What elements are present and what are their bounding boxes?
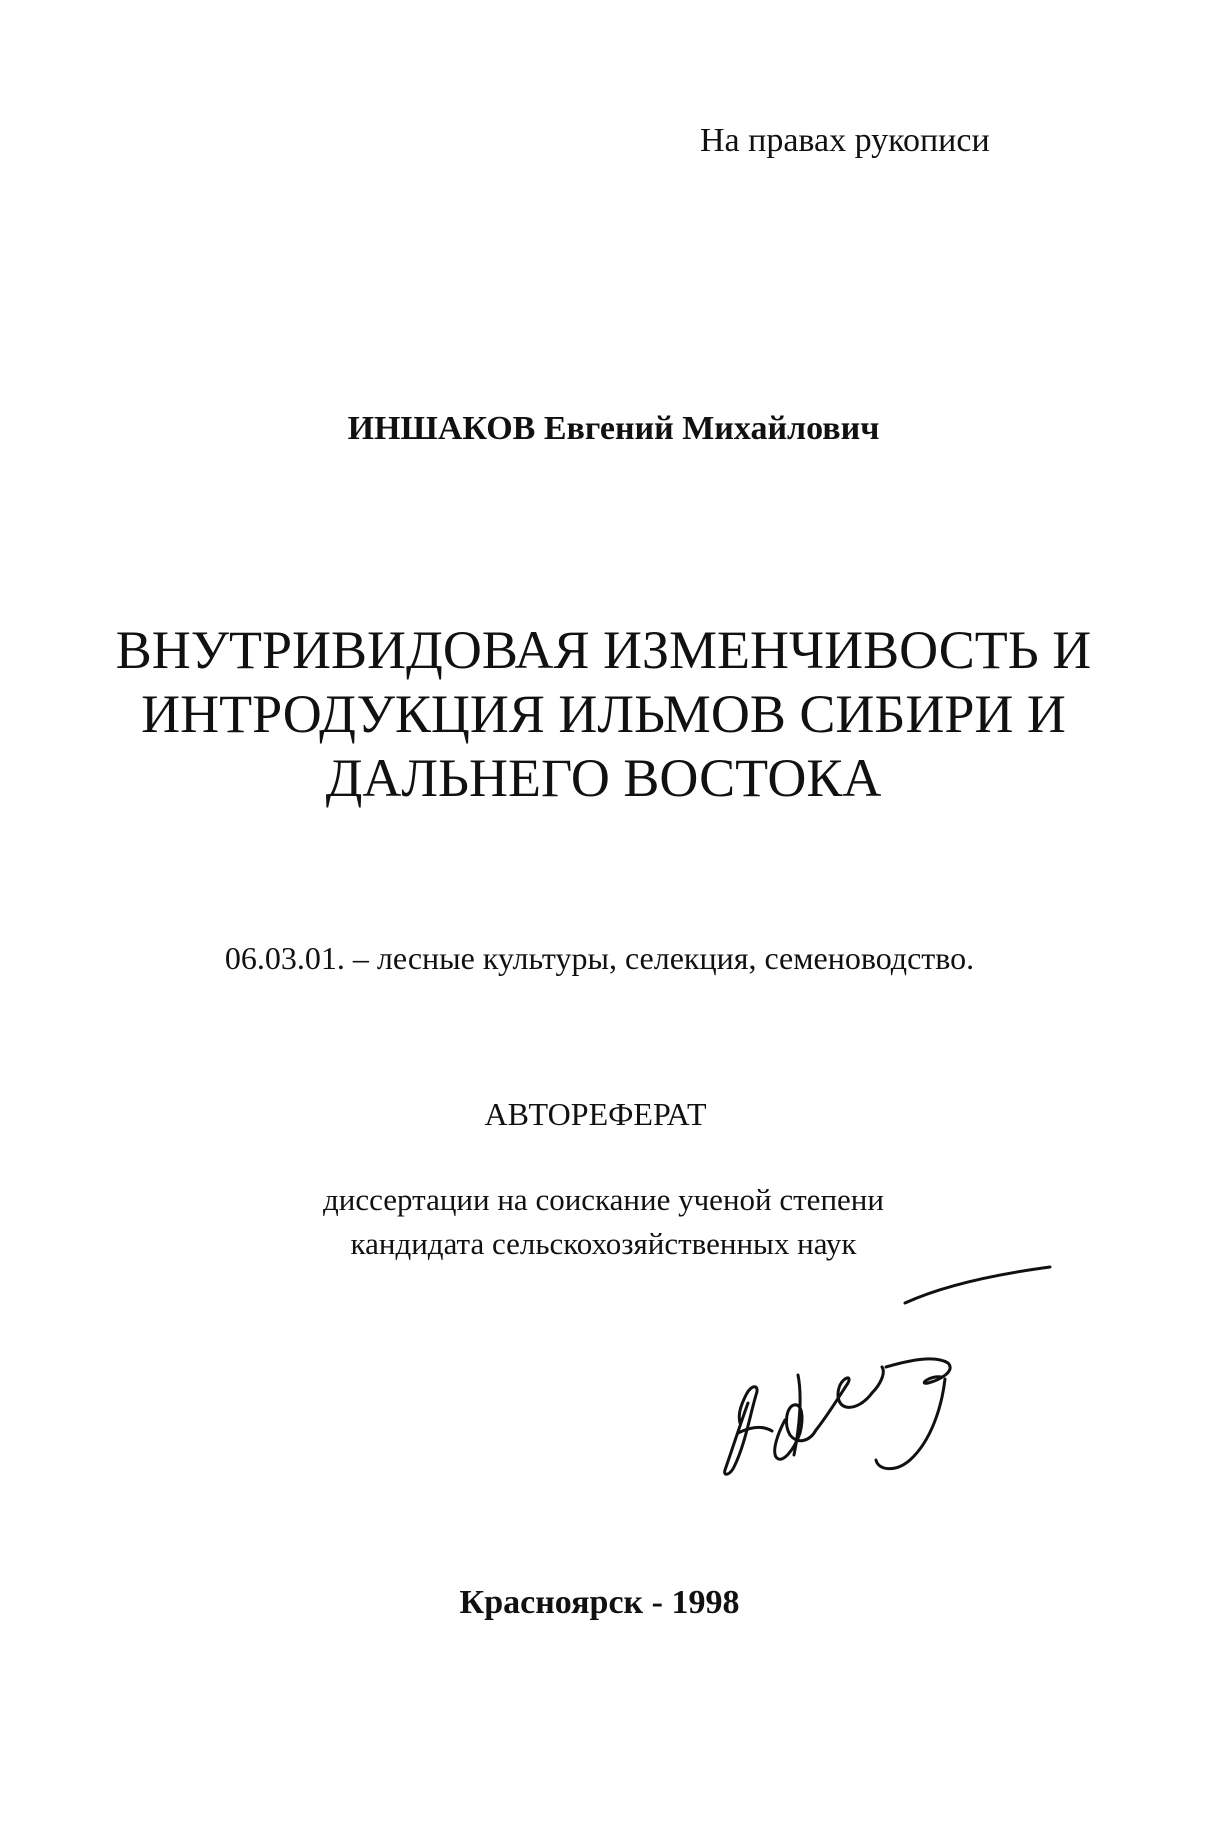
specialty-code: 06.03.01. – лесные культуры, селекция, семеноводство. <box>224 940 975 976</box>
header-note: На правах рукописи <box>700 122 990 159</box>
author-name: ИНШАКОВ Евгений Михайлович <box>347 410 880 447</box>
document-type: АВТОРЕФЕРАТ <box>484 1096 707 1132</box>
author-signature <box>690 1255 1070 1485</box>
title-line-3: ДАЛЬНЕГО ВОСТОКА <box>325 748 882 808</box>
title-line-2: ИНТРОДУКЦИЯ ИЛЬМОВ СИБИРИ И <box>141 684 1066 744</box>
title-line-1: ВНУТРИВИДОВАЯ ИЗМЕНЧИВОСТЬ И <box>115 620 1092 680</box>
degree-line-2: кандидата сельскохозяйственных наук <box>350 1226 857 1261</box>
degree-statement <box>0 1178 1207 1266</box>
document-title <box>0 618 1207 810</box>
city-year: Красноярск - 1998 <box>459 1584 740 1621</box>
degree-line-1: диссертации на соискание ученой степени <box>323 1182 884 1217</box>
